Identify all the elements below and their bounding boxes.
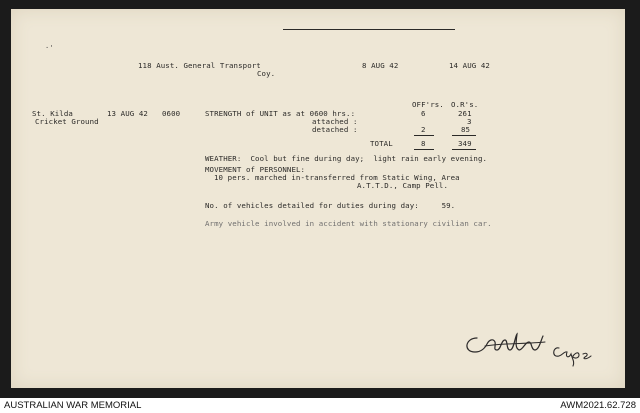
header-rule [283,29,455,30]
footer-accession-number: AWM2021.62.728 [560,400,636,411]
period-end-date: 14 AUG 42 [449,61,490,70]
accident-note: Army vehicle involved in accident with stationary civilian car. [205,219,492,228]
detached-other-ranks: 85 [461,125,471,134]
movement-line2: A.T.T.D., Camp Pell. [357,181,448,190]
footer-credit: AUSTRALIAN WAR MEMORIAL [4,400,142,411]
handwritten-signature [455,322,605,368]
period-start-date: 8 AUG 42 [362,61,399,70]
detached-label: detached : [312,125,358,134]
total-officers: 8 [421,139,426,148]
total-rule-officers [414,135,434,136]
total-rule-other-ranks [452,135,476,136]
total-label: TOTAL [370,139,393,148]
margin-mark: ·' [45,44,54,52]
column-header-other-ranks: O.R's. [451,100,479,109]
movement-title: MOVEMENT of PERSONNEL: [205,165,306,174]
entry-time: 0600 [162,109,181,118]
strength-label: STRENGTH of UNIT as at 0600 hrs.: [205,109,356,118]
place-line1: St. Kilda [32,109,73,118]
strength-other-ranks: 261 [458,109,472,118]
total-underline-other-ranks [452,149,476,150]
entry-date: 13 AUG 42 [107,109,148,118]
unit-name-line1: 118 Aust. General Transport [138,61,261,70]
total-other-ranks: 349 [458,139,472,148]
strength-officers: 6 [421,109,426,118]
movement-line1: 10 pers. marched in-transferred from Static Wing, Area [214,173,460,182]
attached-label: attached : [312,117,358,126]
attached-other-ranks: 3 [467,117,472,126]
column-header-officers: OFF'rs. [412,100,444,109]
vehicles-note: No. of vehicles detailed for duties during day: 59. [205,201,456,210]
weather-note: WEATHER: Cool but fine during day; light rain early evening. [205,154,488,163]
detached-officers: 2 [421,125,426,134]
unit-name-line2: Coy. [257,69,276,78]
place-line2: Cricket Ground [35,117,99,126]
total-underline-officers [414,149,434,150]
